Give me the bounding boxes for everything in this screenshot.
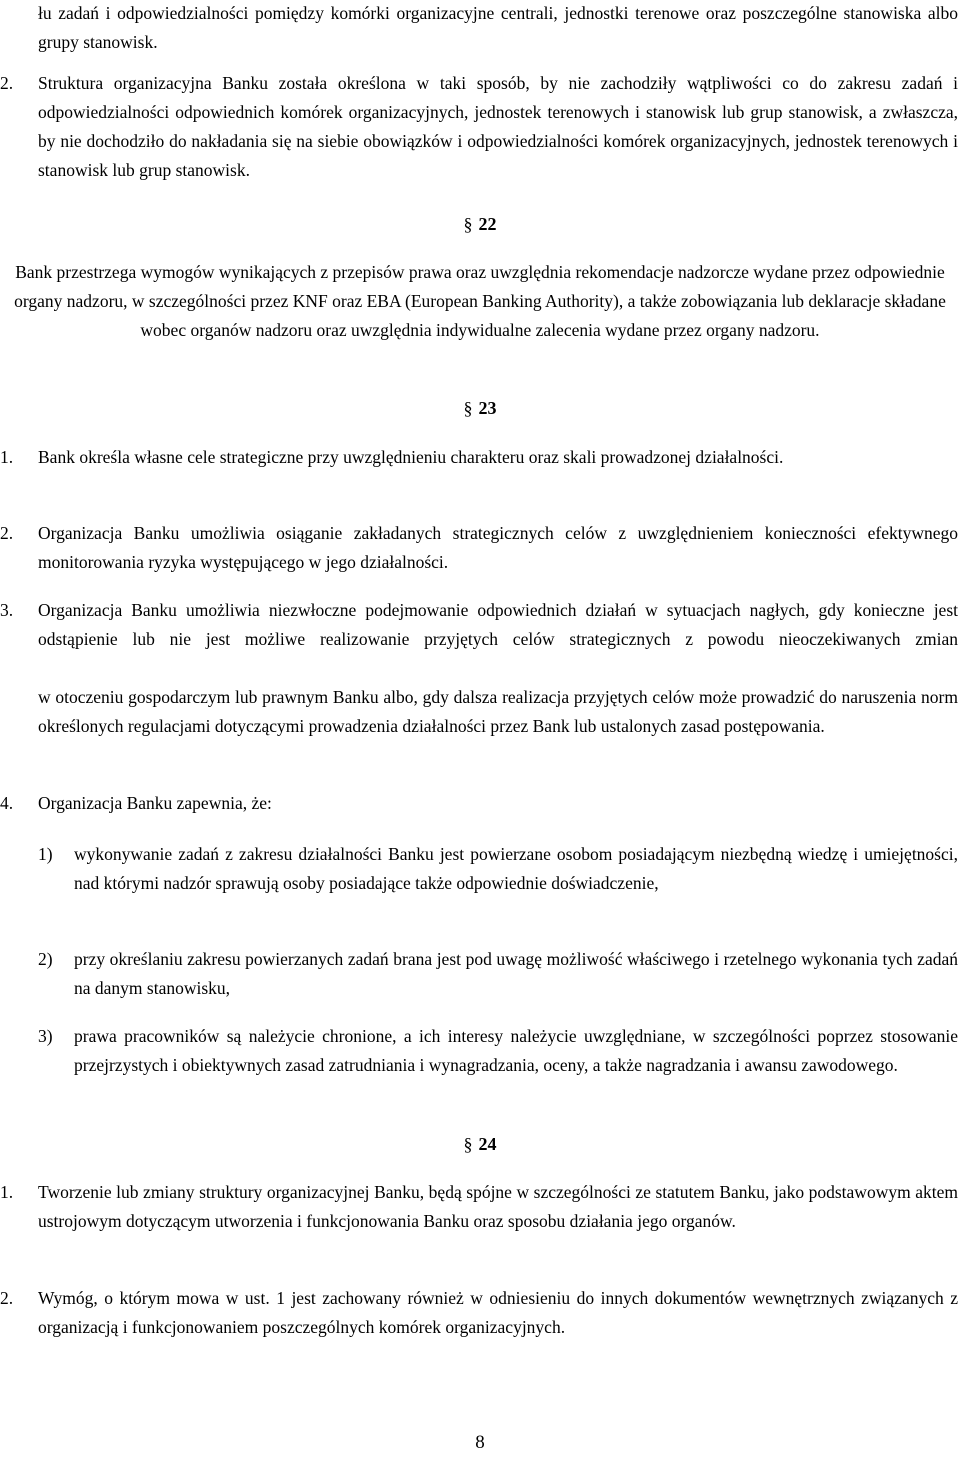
item-text: Wymóg, o którym mowa w ust. 1 jest zachowany również w odniesieniu do innych dokumentów wewnętrznych związanych z organizacją i funkcjonowaniem poszczególnych komórek organizacyjnych. (38, 1288, 958, 1337)
item-text: Organizacja Banku umożliwia niezwłoczne podejmowanie odpowiednich działań w sytuacjach nagłych, gdy konieczne jest odstąpienie lub nie jest możliwe realizowanie przyjętych celów strategicznych z powodu nieoczekiwanych zmian (38, 600, 958, 649)
subitem-text: prawa pracowników są należycie chronione, a ich interesy należycie uwzględniane, w szczególności poprzez stosowanie przejrzystych i obiektywnych zasad zatrudniania i wynagradzania, oceny, a także nagradzania i awansu zawodowego. (74, 1026, 958, 1075)
item-number: 1. (0, 447, 14, 467)
subitem-text: przy określaniu zakresu powierzanych zadań brana jest pod uwagę możliwość właściwego i rzetelnego wykonania tych zadań na danym stanowisku, (74, 949, 958, 998)
section-heading-23 (0, 394, 960, 423)
item-number: 2. (0, 1288, 14, 1308)
item-number: 4. (0, 793, 14, 813)
item-text: Organizacja Banku zapewnia, że: (38, 793, 272, 813)
paragraph-text: Struktura organizacyjna Banku została określona w taki sposób, by nie zachodziły wątpliwości co do zakresu zadań i odpowiedzialności odpowiednich komórek organizacyjnych, jednostek terenowych i stanowisk lub grup stanowisk, a zwłaszcza, by nie dochodziło do nakładania się na siebie obowiązków i odpowiedzialności komórek organizacyjnych, jednostek terenowych i stanowisk lub grup stanowisk. (38, 73, 958, 180)
section-number: 23 (478, 398, 497, 418)
page-number: 8 (475, 1432, 485, 1453)
item-text-continued: w otoczeniu gospodarczym lub prawnym Banku albo, gdy dalsza realizacja przyjętych celów może prowadzić do naruszenia norm określonych regulacjami dotyczącymi prowadzenia działalności przez Bank lub ustalonych zasad postępowania. (38, 687, 958, 736)
paragraph-number: 2. (0, 73, 14, 93)
section-sign: § (463, 1134, 473, 1154)
item-text: Tworzenie lub zmiany struktury organizacyjnej Banku, będą spójne w szczególności ze statutem Banku, jako podstawowym aktem ustrojowym dotyczącym utworzenia i funkcjonowania Banku oraz sposobu działania jego organów. (38, 1182, 958, 1231)
subitem-text: wykonywanie zadań z zakresu działalności Banku jest powierzane osobom posiadającym niezbędną wiedzę i umiejętności, nad którymi nadzór sprawują osoby posiadające także odpowiednie doświadczenie, (74, 844, 958, 893)
section-sign: § (463, 398, 473, 418)
item-number: 3. (0, 600, 14, 620)
item-text: Organizacja Banku umożliwia osiąganie zakładanych strategicznych celów z uwzględnieniem konieczności efektywnego monitorowania ryzyka występującego w jego działalności. (38, 523, 958, 572)
subitem-number: 1) (38, 844, 53, 864)
item-text: Bank określa własne cele strategiczne przy uwzględnieniu charakteru oraz skali prowadzonej działalności. (38, 447, 784, 467)
paragraph-fragment: łu zadań i odpowiedzialności pomiędzy komórki organizacyjne centrali, jednostki terenowe oraz poszczególne stanowiska albo grupy stanowisk. (38, 3, 958, 52)
section-22-text: Bank przestrzega wymogów wynikających z przepisów prawa oraz uwzględnia rekomendacje nadzorcze wydane przez odpowiednie organy nadzoru, w szczególności przez KNF oraz EBA (European Banking Authority), a także zobowiązania lub deklaracje składane wobec organów nadzoru oraz uwzględnia indywidualne zalecenia wydane przez organy nadzoru. (14, 262, 946, 340)
section-sign: § (463, 214, 473, 234)
section-number: 22 (478, 214, 497, 234)
subitem-number: 2) (38, 949, 53, 969)
section-heading-22 (0, 210, 960, 239)
item-number: 1. (0, 1182, 14, 1202)
section-heading-24 (0, 1130, 960, 1159)
item-number: 2. (0, 523, 14, 543)
subitem-number: 3) (38, 1026, 53, 1046)
section-number: 24 (478, 1134, 497, 1154)
